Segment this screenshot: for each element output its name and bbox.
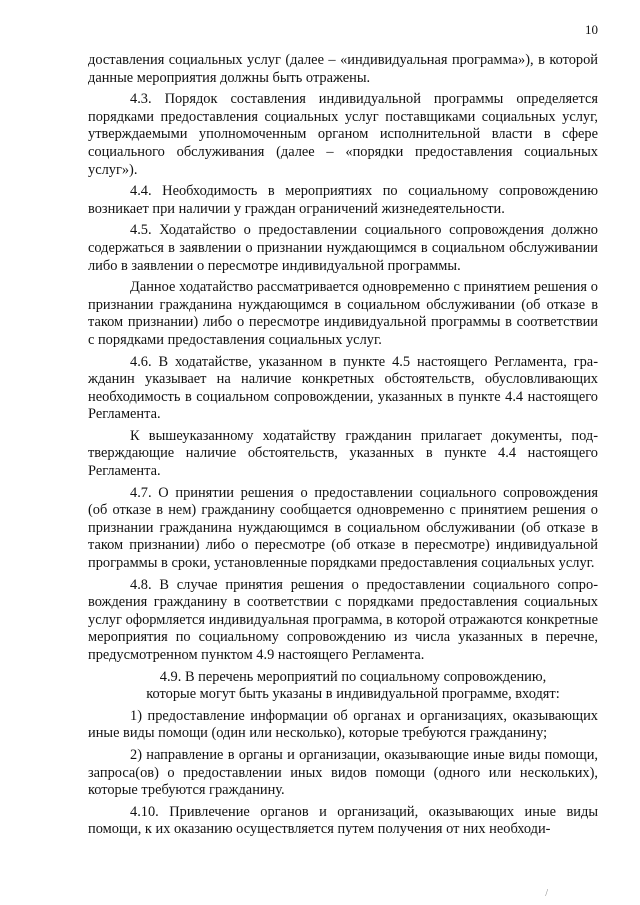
paragraph-4-6: 4.6. В ходатайстве, указанном в пункте 4.5 настоящего Регламента, гражданин указывает на наличие конкретных обстоятельств, обусловливающих необходимость в социальном сопровождении, указанных в пункте 4.4 настоящего Регламента. (88, 353, 598, 423)
document-body (88, 52, 598, 843)
scan-mark: / (545, 888, 548, 899)
paragraph-4-5-consideration: Данное ходатайство рассматривается одновременно с принятием решения о признании гражданина нуждающимся в социальном обслуживании (об отказе в таком признании) либо о пересмотре индивидуальной программы в соответствии с порядками предоставления социальных услуг. (88, 279, 598, 348)
paragraph-4-4: 4.4. Необходимость в мероприятиях по социальному сопровождению возникает при наличии у граждан ограничений жизнедеятельности. (88, 183, 598, 217)
paragraph-continuation: доставления социальных услуг (далее – «индивидуальная программа»), в которой данные мероприятия должны быть отражены. (88, 52, 598, 86)
paragraph-4-9: 4.9. В перечень мероприятий по социальному сопровождению, которые могут быть указаны в индивидуальной программе, входят: (146, 668, 560, 703)
paragraph-4-6-documents: К вышеуказанному ходатайству гражданин прилагает документы, подтверждающие наличие обстоятельств, указанных в пункте 4.4 настоящего Регламента. (88, 427, 598, 480)
page-number: 10 (585, 22, 598, 37)
paragraph-4-8: 4.8. В случае принятия решения о предоставлении социального сопровождения гражданину в соответствии с порядками предоставления социальных услуг оформляется индивидуальная программа, в которой отражаются конкретные мероприятия по социальному сопровождению из числа указанных в перечне, предусмотренном пунктом 4.9 настоящего Регламента. (88, 576, 598, 663)
paragraph-4-10: 4.10. Привлечение органов и организаций, оказывающих иные виды помощи, к их оказанию осуществляется путем получения от них необходи- (88, 803, 598, 838)
paragraph-4-7: 4.7. О принятии решения о предоставлении социального сопровождения (об отказе в нем) гражданину сообщается одновременно с принятием решения о признании гражданина нуждающимся в социальном обслуживании (об отказе в таком признании) либо о пересмотре (об отказе в пересмотре) индивидуальной программы в сроки, установленные порядками предоставления социальных услуг. (88, 484, 598, 572)
list-item-1: 1) предоставление информации об органах и организациях, оказывающих иные виды помощи (один или несколько), которые требуются гражданину; (88, 707, 598, 742)
list-item-2: 2) направление в органы и организации, оказывающие иные виды помощи, запроса(ов) о предоставлении иных видов помощи (одного или нескольких), которые требуются гражданину. (88, 746, 598, 799)
paragraph-4-5: 4.5. Ходатайство о предоставлении социального сопровождения должно содержаться в заявлении о признании нуждающимся в социальном обслуживании либо в заявлении о пересмотре индивидуальной программы. (88, 222, 598, 274)
paragraph-4-3: 4.3. Порядок составления индивидуальной программы определяется порядками предоставления социальных услуг поставщиками социальных услуг, утверждаемыми уполномоченным органом исполнительной власти в сфере социального обслуживания (далее – «порядки предоставления социальных услуг»). (88, 91, 598, 178)
